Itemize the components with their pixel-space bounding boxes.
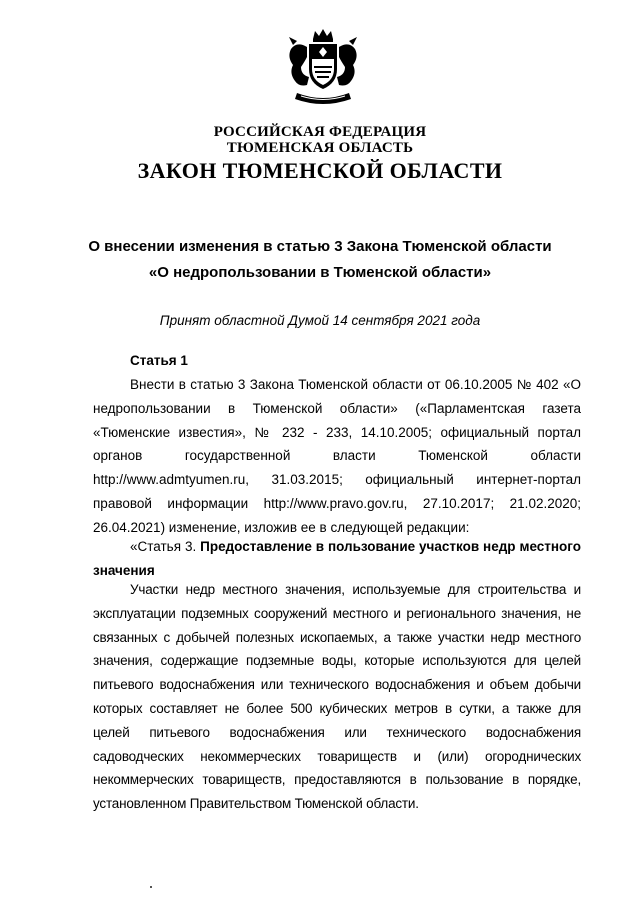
- scan-dot: [150, 886, 152, 888]
- article-1-intro: [93, 373, 581, 540]
- amended-article-heading: [93, 535, 581, 583]
- adoption-note: Принят областной Думой 14 сентября 2021 года: [159, 313, 481, 328]
- document-title-line-1: О внесении изменения в статью 3 Закона Тюменской области: [88, 238, 552, 255]
- coat-of-arms-icon: [279, 27, 367, 109]
- intro-paragraph: Внести в статью 3 Закона Тюменской области от 06.10.2005 № 402 «О недропользовании в Тюменской области» («Парламентская газета «Тюменские известия», № 232 - 233, 14.10.2005; официальный портал органов государственной власти Тюменской области http://www.admtyumen.ru, 31.03.2015; официальный интернет-портал правовой информации http://www.pravo.gov.ru, 27.10.2017; 21.02.2020; 26.04.2021) изменение, изложив ее в следующей редакции:: [93, 377, 581, 535]
- document-title-line-2: «О недропользовании в Тюменской области»: [148, 264, 492, 281]
- amended-article-text: [93, 578, 581, 816]
- federation-heading: РОССИЙСКАЯ ФЕДЕРАЦИЯ: [213, 124, 427, 140]
- article-1-heading: Статья 1: [130, 353, 188, 368]
- amended-heading-paragraph: [93, 535, 581, 583]
- amended-heading-bold: Предоставление в пользование участков недр местного значения: [93, 539, 581, 578]
- amended-text-paragraph: Участки недр местного значения, используемые для строительства и эксплуатации подземных сооружений местного и регионального значения, не связанных с добычей полезных ископаемых, а также участки недр местного значения, содержащие подземные воды, которые используются для целей питьевого водоснабжения или технического водоснабжения и объем добычи которых составляет не более 500 кубических метров в сутки, а также для целей питьевого водоснабжения или технического водоснабжения садоводческих некоммерческих товариществ и (или) огороднических некоммерческих товариществ, предоставляются в пользование в порядке, установленном Правительством Тюменской области.: [93, 582, 581, 812]
- amended-prefix: «Статья 3.: [130, 539, 201, 554]
- law-type-heading: ЗАКОН ТЮМЕНСКОЙ ОБЛАСТИ: [137, 158, 503, 183]
- region-heading: ТЮМЕНСКАЯ ОБЛАСТЬ: [226, 140, 414, 156]
